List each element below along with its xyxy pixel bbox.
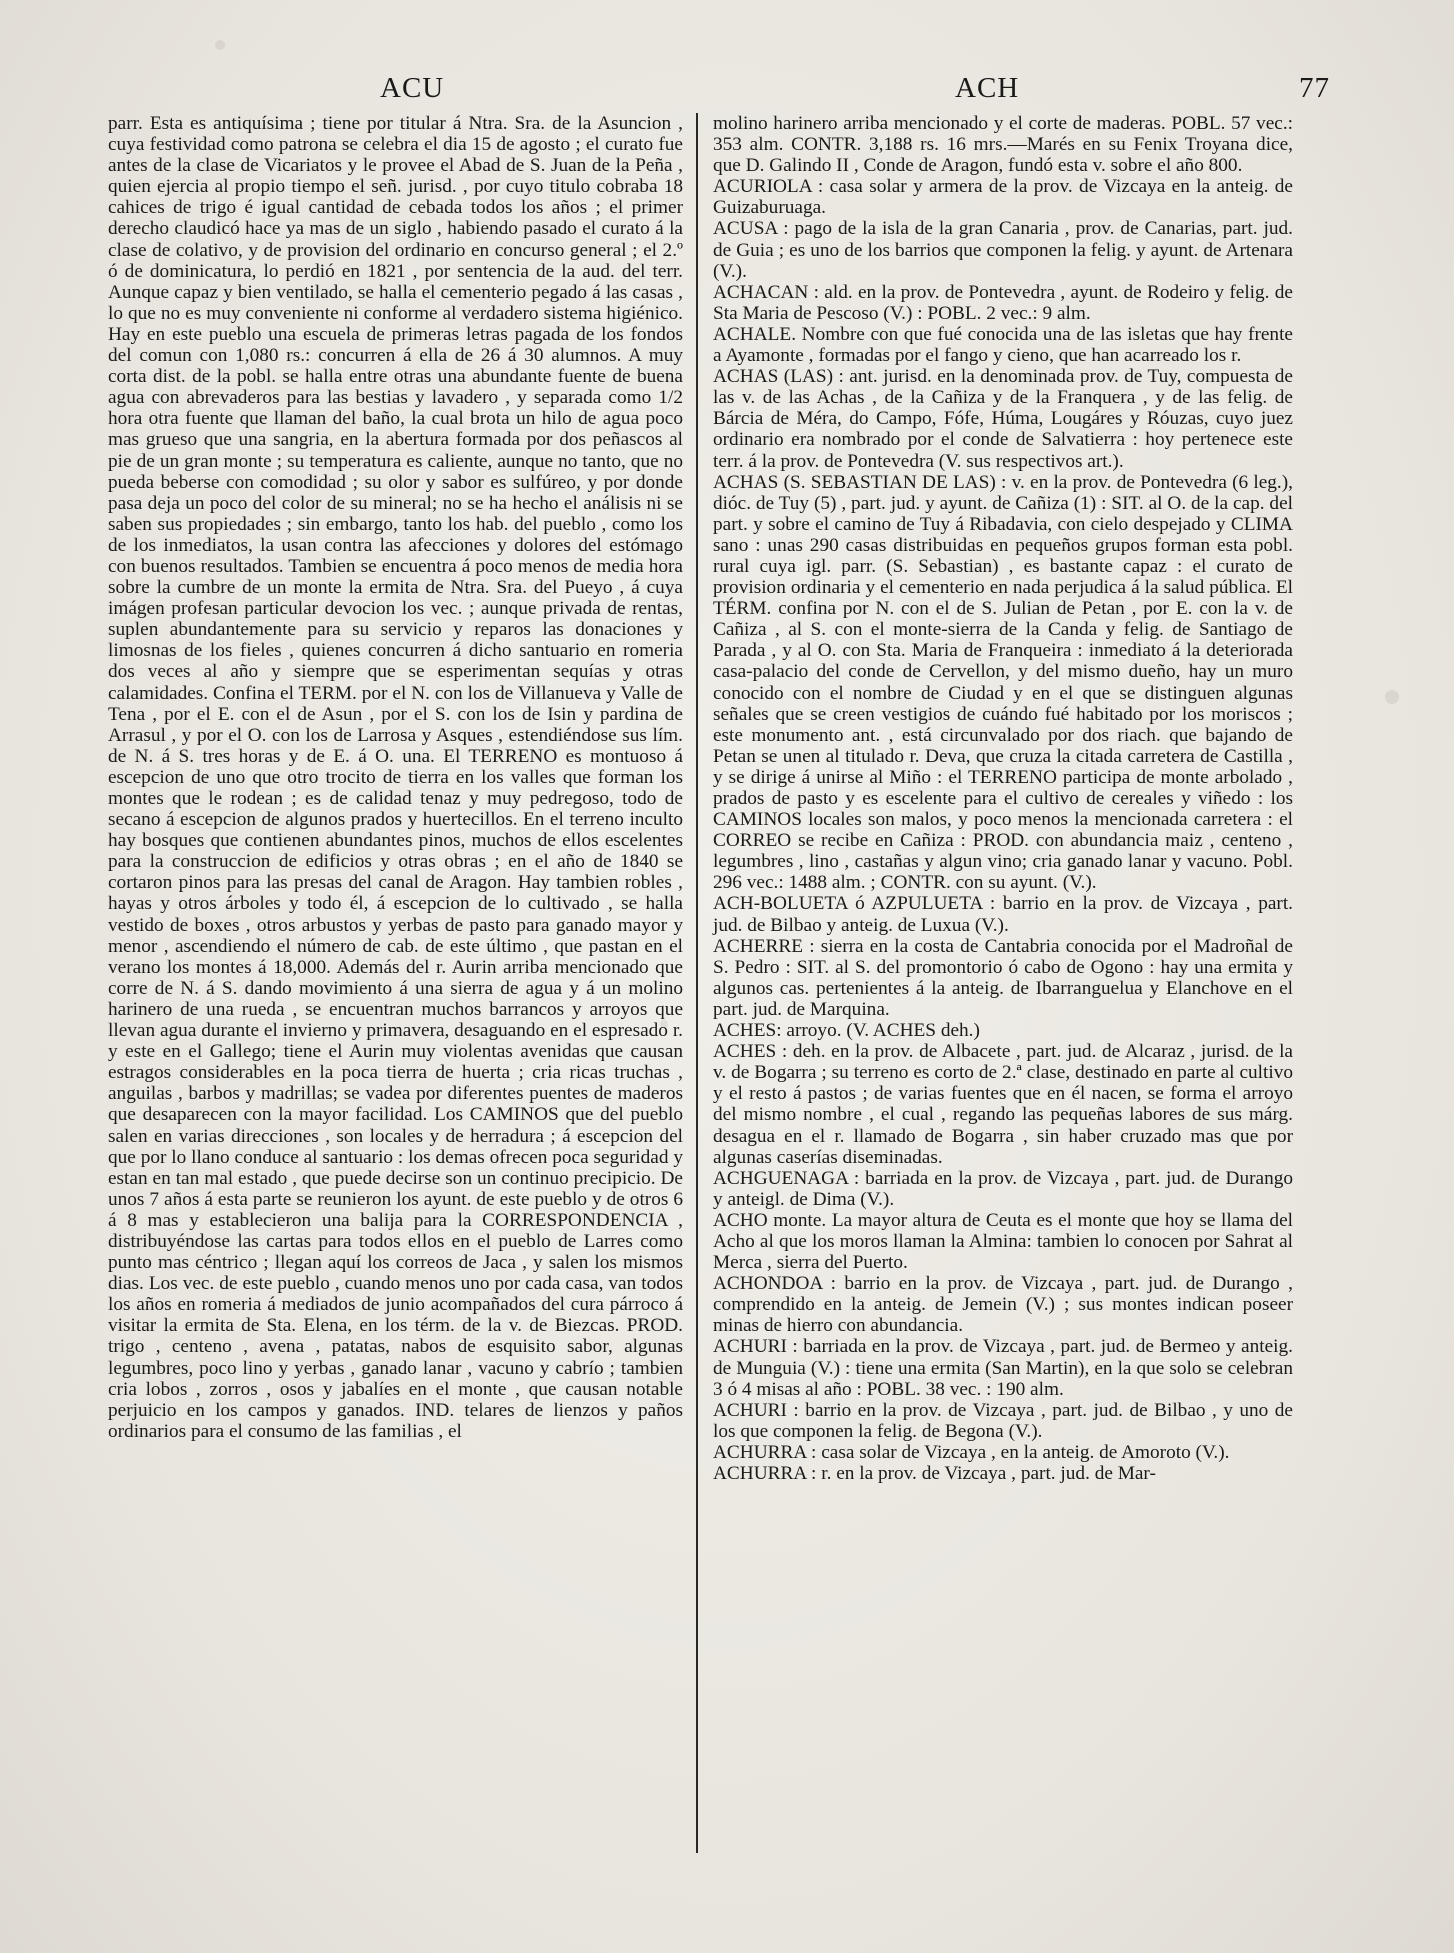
entry-achuri-bilbao: ACHURI : barrio en la prov. de Vizcaya , part. jud. de Bilbao , y uno de los que componen la felig. de Begona (V.).: [713, 1399, 1293, 1442]
entry-ach-bolueta: ACH-BOLUETA ó AZPULUETA : barrio en la prov. de Vizcaya , part. jud. de Bilbao y anteig. de Luxua (V.).: [713, 893, 1293, 936]
right-column: [713, 113, 1293, 1484]
left-column-text: parr. Esta es antiquísima ; tiene por titular á Ntra. Sra. de la Asuncion , cuya festividad como patrona se celebra el dia 15 de agosto ; el curato fue antes de la clase de Vicariatos y le provee el Abad de S. Juan de la Peña , quien ejercia al propio tiempo el señ. jurisd. , por cuyo titulo cobraba 18 cahices de trigo é igual cantidad de cebada todos los años ; el primer derecho claudicó hace ya mas de un siglo , habiendo pasado el curato á la clase de colativo, y de provision del ordinario en concurso general ; el 2.º ó de dominicatura, lo perdió en 1821 , por sentencia de la aud. del terr. Aunque capaz y bien ventilado, se halla el cementerio pegado á las casas , lo que no es muy conveniente ni conforme al verdadero sistema higiénico. Hay en este pueblo una escuela de primeras letras pagada de los fondos del comun con 1,080 rs.: concurren á ella de 26 á 30 alumnos. A muy corta dist. de la pobl. se halla entre otras una abundante fuente de buena agua con abrevaderos para las bestias y lavadero , y separada como 1/2 hora otra fuente que llaman del baño, la cual brota un hilo de agua poco mas grueso que una sangria, en la abertura formada por dos peñascos al pie de un gran monte ; su temperatura es caliente, aunque no tanto, que no pueda beberse con comodidad ; su olor y sabor es sulfúreo, y por donde pasa deja un poco del color de su mineral; no se ha hecho el análisis ni se saben sus propiedades ; sin embargo, tanto los hab. del pueblo , como los de los inmediatos, la usan contra las afecciones y dolores del estómago con buenos resultados. Tambien se encuentra á poco menos de media hora sobre la cumbre de un monte la ermita de Ntra. Sra. del Pueyo , á cuya imágen profesan particular devocion los vec. ; aunque privada de rentas, suplen abundantemente para su servicio y reparos las donaciones y limosnas de los fieles , quienes concurren á dicho santuario en romeria dos veces al año y siempre que se esperimentan sequías y otras calamidades. Confina el TERM. por el N. con los de Villanueva y Valle de Tena , por el E. con el de Asun , por el S. con los de Isin y pardina de Arrasul , y por el O. con los de Larrosa y Asques , estendiéndose sus lím. de N. á S. tres horas y de E. á O. una. El TERRENO es montuoso á escepcion de uno que otro trocito de tierra en los valles que forman los montes que le rodean ; es de calidad tenaz y muy pedregoso, todo de secano á escepcion de algunos prados y huertecillos. En el terreno inculto hay bosques que contienen abundantes pinos, muchos de ellos escelentes para la construccion de edificios y otras obras ; en el año de 1840 se cortaron pinos para las presas del canal de Aragon. Hay tambien robles , hayas y otros árboles y todo él, á escepcion de lo cultivado , se halla vestido de boxes , otros arbustos y yerbas de pasto para ganado mayor y menor , ascendiendo el número de cab. de este último , que pastan en el verano los montes á 18,000. Además del r. Aurin arriba mencionado que corre de N. á S. dando movimiento á una sierra de agua y á un molino harinero de una rueda , se encuentran muchos barrancos y arroyos que llevan agua durante el invierno y primavera, desaguando en el espresado r. y este en el Gallego; tiene el Aurin muy violentas avenidas que causan estragos considerables en la poca tierra de huerta ; cria ricas truchas , anguilas , barbos y madrillas; se vadea por diferentes puentes de maderos que desaparecen con la mayor facilidad. Los CAMINOS que del pueblo salen en varias direcciones , son locales y de herradura ; á escepcion del que por lo llano conduce al santuario : los demas ofrecen poca seguridad y estan en tan mal estado , que puede decirse son un continuo precipicio. De unos 7 años á esta parte se reunieron los ayunt. de este pueblo y de otros 6 á 8 mas y establecieron una balija para la CORRESPONDENCIA , distribuyéndose las cartas para todos ellos en el pueblo de Larres como punto mas céntrico ; llegan aquí los correos de Jaca , y salen los mismos dias. Los vec. de este pueblo , cuando menos uno por cada casa, van todos los años en romeria á mediados de junio acompañados del cura párroco á visitar la ermita de Sta. Elena, en los térm. de la v. de Biezcas. PROD. trigo , centeno , avena , patatas, nabos de esquisito sabor, algunas legumbres, poco lino y yerbas , ganado lanar , vacuno y cabrío ; tambien cria lobos , zorros , osos y jabalíes en el monte , que causan notable perjuicio en los campos y ganados. IND. telares de lienzos y paños ordinarios para el consumo de las familias , el: [108, 113, 683, 1442]
header-center-word: ACH: [955, 72, 1020, 104]
entry-achguenaga: ACHGUENAGA : barriada en la prov. de Vizcaya , part. jud. de Durango y anteigl. de Dima (V.).: [713, 1167, 1293, 1210]
entry-achacan: ACHACAN : ald. en la prov. de Pontevedra , ayunt. de Rodeiro y felig. de Sta Maria de Pescoso (V.) : POBL. 2 vec.: 9 alm.: [713, 281, 1293, 324]
entry-acho: ACHO monte. La mayor altura de Ceuta es el monte que hoy se llama del Acho al que los moros llaman la Almina: tambien lo conocen por Sahrat al Merca , sierra del Puerto.: [713, 1209, 1293, 1274]
entry-acusa: ACUSA : pago de la isla de la gran Canaria , prov. de Canarias, part. jud. de Guia ; es uno de los barrios que componen la felig. y ayunt. de Artenara (V.).: [713, 218, 1293, 282]
entry-achale: ACHALE. Nombre con que fué conocida una de las isletas que hay frente a Ayamonte , formadas por el fango y cieno, que han acarreado los r.: [713, 323, 1293, 367]
entry-continuation: molino harinero arriba mencionado y el corte de maderas. POBL. 57 vec.: 353 alm. CONTR. 3,188 rs. 16 mrs.—Marés en su Fenix Troyana dice, que D. Galindo II , Conde de Aragon, fundó esta v. sobre el año 800.: [713, 113, 1293, 177]
entry-aches-deh: ACHES : deh. en la prov. de Albacete , part. jud. de Alcaraz , jurisd. de la v. de Bogarra ; su terreno es corto de 2.ª clase, destinado en parte al cultivo y el resto á pastos ; de varias fuentes que en él nacen, se forma el arroyo del mismo nombre , el cual , regando las pequeñas labores de sus márg. desagua en el r. llamado de Bogarra , sin haber cruzado mas que por algunas caserías diseminadas.: [713, 1041, 1293, 1168]
paper-stain: [1385, 690, 1399, 704]
entry-achas-las: ACHAS (LAS) : ant. jurisd. en la denominada prov. de Tuy, compuesta de las v. de las Achas , de la Cañiza y de la Franquera , y de las felig. de Bárcia de Méra, do Campo, Fófe, Húma, Lougáres y Róuzas, cuyo juez ordinario era nombrado por el conde de Salvatierra : hoy pertenece este terr. á la prov. de Pontevedra (V. sus respectivos art.).: [713, 366, 1293, 472]
page-number: 77: [1299, 72, 1330, 104]
paper-stain: [215, 40, 225, 50]
left-column: [108, 113, 683, 1442]
header-left-word: ACU: [380, 72, 445, 104]
entry-achuri-bermeo: ACHURI : barriada en la prov. de Vizcaya , part. jud. de Bermeo y anteig. de Munguia (V.) : tiene una ermita (San Martin), en la que solo se celebran 3 ó 4 misas al año : POBL. 38 vec. : 190 alm.: [713, 1336, 1293, 1400]
entry-achondoa: ACHONDOA : barrio en la prov. de Vizcaya , part. jud. de Durango , comprendido en la anteig. de Jemein (V.) ; sus montes indican poseer minas de hierro con abundancia.: [713, 1273, 1293, 1337]
entry-achas-s-sebastian: ACHAS (S. SEBASTIAN DE LAS) : v. en la prov. de Pontevedra (6 leg.), dióc. de Tuy (5) , part. jud. y ayunt. de Cañiza (1) : SIT. al O. de la cap. del part. y sobre el camino de Tuy á Ribadavia, con cielo despejado y CLIMA sano : unas 290 casas distribuidas en pequeños grupos forman esta pobl. rural cuya igl. parr. (S. Sebastian) , es bastante capaz : el curato de provision ordinaria y el cementerio en nada perjudica á la salud pública. El TÉRM. confina por N. con el de S. Julian de Petan , por E. con la v. de Cañiza , al S. con el monte-sierra de la Canda y felig. de Santiago de Parada , y al O. con Sta. Maria de Franqueira : inmediato á la deteriorada casa-palacio del conde de Cervellon, y del mismo dueño, hay un muro conocido con el nombre de Ciudad y en el que se distinguen algunas señales que se creen vestigios de cuándo fué habitado por los moriscos ; este monumento ant. , está circunvalado por dos riach. que bajando de Petan se unen al titulado r. Deva, que cruza la citada carretera de Castilla , y se dirige á unirse al Miño : el TERRENO participa de monte arbolado , prados de pasto y es escelente para el cultivo de cereales y viñedo : los CAMINOS locales son malos, y poco menos la mencionada carretera : el CORREO se recibe en Cañiza : PROD. con abundancia maiz , centeno , legumbres , lino , castañas y algun vino; cria ganado lanar y vacuno. Pobl. 296 vec.: 1488 alm. ; CONTR. con su ayunt. (V.).: [713, 471, 1293, 894]
entry-aches-arroyo: ACHES: arroyo. (V. ACHES deh.): [713, 1020, 980, 1042]
column-divider: [696, 113, 698, 1853]
running-header: [100, 72, 1330, 112]
entry-achurra-casa: ACHURRA : casa solar de Vizcaya , en la anteig. de Amoroto (V.).: [713, 1441, 1230, 1463]
entry-acuriola: ACURIOLA : casa solar y armera de la prov. de Vizcaya en la anteig. de Guizaburuaga.: [713, 176, 1293, 219]
entry-achurra-rio: ACHURRA : r. en la prov. de Vizcaya , part. jud. de Mar-: [713, 1463, 1156, 1484]
entry-acherre: ACHERRE : sierra en la costa de Cantabria conocida por el Madroñal de S. Pedro : SIT. al S. del promontorio ó cabo de Ogono : hay una ermita y algunos cas. pertenientes á la anteig. de Ibarranguelua y Elanchove en el part. jud. de Marquina.: [713, 935, 1293, 1020]
